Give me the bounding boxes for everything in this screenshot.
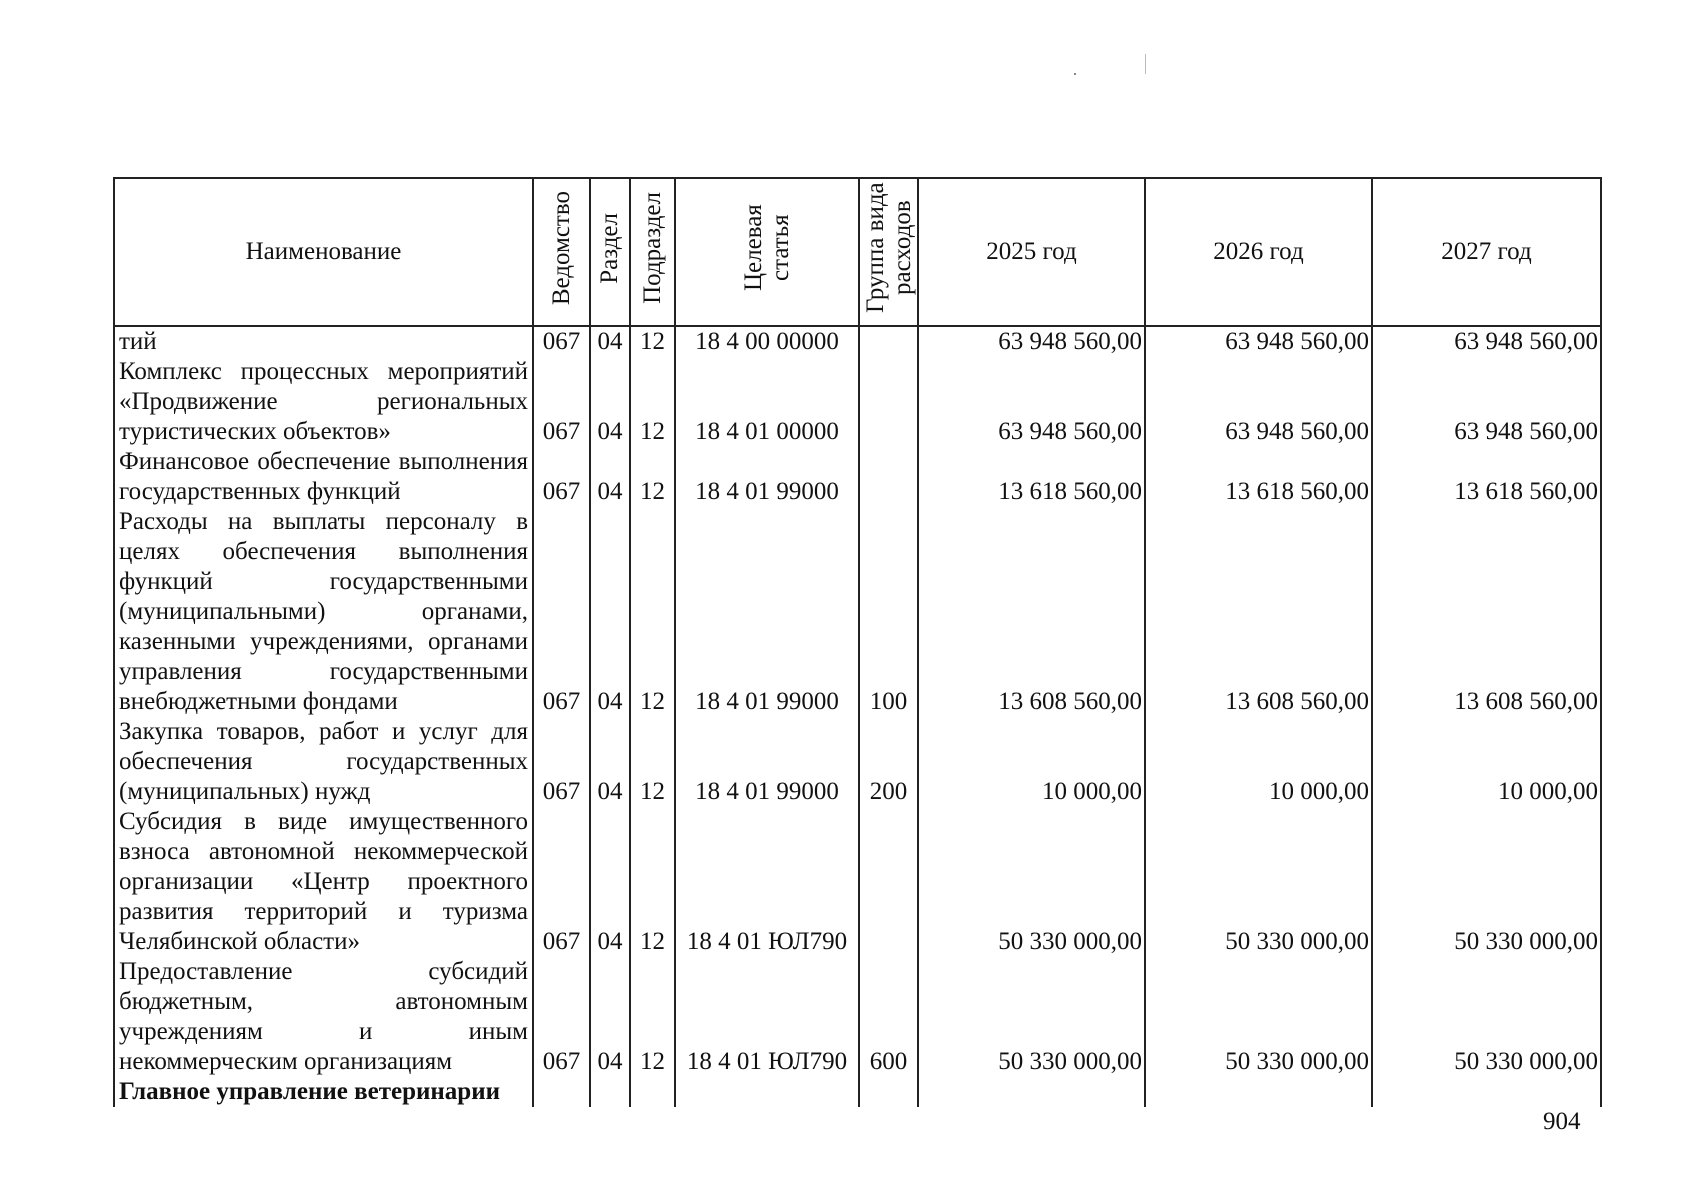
row-subsection: 12: [630, 507, 675, 717]
row-expense-group: 600: [859, 957, 918, 1077]
table-row: [114, 717, 1601, 807]
row-section: 04: [590, 507, 630, 717]
header-target-article: Целевая статья: [675, 178, 859, 326]
row-subsection: 12: [630, 957, 675, 1077]
table-row: [114, 507, 1601, 717]
table-row: [114, 357, 1601, 447]
header-section: Раздел: [590, 178, 630, 326]
page-number: 904: [1543, 1108, 1581, 1135]
table-row: [114, 326, 1601, 357]
row-department: 067: [533, 507, 590, 717]
header-year-2026: 2026 год: [1145, 178, 1372, 326]
row-expense-group: [859, 447, 918, 507]
table-row: [114, 807, 1601, 957]
row-name: Субсидия в виде имущественного взноса автономной некоммерческой организации «Центр проектного развития территорий и туризма Челябинской области»: [114, 807, 533, 957]
row-amount-2026: [1145, 1077, 1372, 1107]
row-amount-2026: 13 608 560,00: [1145, 507, 1372, 717]
row-amount-2025: [918, 1077, 1145, 1107]
row-amount-2025: 63 948 560,00: [918, 357, 1145, 447]
row-amount-2025: 13 618 560,00: [918, 447, 1145, 507]
row-department: 067: [533, 357, 590, 447]
table-header-row: [114, 178, 1601, 326]
row-amount-2027: 13 608 560,00: [1372, 507, 1601, 717]
row-amount-2027: 63 948 560,00: [1372, 326, 1601, 357]
table-row: [114, 957, 1601, 1077]
row-subsection: 12: [630, 447, 675, 507]
row-amount-2027: 10 000,00: [1372, 717, 1601, 807]
row-subsection: 12: [630, 807, 675, 957]
row-amount-2027: 13 618 560,00: [1372, 447, 1601, 507]
row-subsection: [630, 1077, 675, 1107]
scan-speck: [1145, 54, 1146, 74]
row-section: 04: [590, 326, 630, 357]
row-target-article: 18 4 01 ЮЛ790: [675, 807, 859, 957]
row-amount-2027: 63 948 560,00: [1372, 357, 1601, 447]
table-row: [114, 1077, 1601, 1107]
row-expense-group: [859, 807, 918, 957]
header-expense-group: Группа вида расходов: [859, 178, 918, 326]
row-name: Закупка товаров, работ и услуг для обеспечения государственных (муниципальных) нужд: [114, 717, 533, 807]
row-target-article: [675, 1077, 859, 1107]
row-expense-group: [859, 326, 918, 357]
row-section: [590, 1077, 630, 1107]
row-amount-2025: 50 330 000,00: [918, 807, 1145, 957]
row-name: Расходы на выплаты персоналу в целях обеспечения выполнения функций государственными (муниципальными) органами, казенными учреждениями, органами управления государственными внебюджетными фондами: [114, 507, 533, 717]
row-amount-2026: 63 948 560,00: [1145, 357, 1372, 447]
row-department: 067: [533, 957, 590, 1077]
row-amount-2027: [1372, 1077, 1601, 1107]
row-amount-2026: 13 618 560,00: [1145, 447, 1372, 507]
header-year-2025: 2025 год: [918, 178, 1145, 326]
row-target-article: 18 4 01 ЮЛ790: [675, 957, 859, 1077]
row-amount-2025: 13 608 560,00: [918, 507, 1145, 717]
row-amount-2025: 63 948 560,00: [918, 326, 1145, 357]
row-department: [533, 1077, 590, 1107]
row-name: Главное управление ветеринарии: [114, 1077, 533, 1107]
row-section: 04: [590, 807, 630, 957]
row-amount-2027: 50 330 000,00: [1372, 957, 1601, 1077]
row-name: Финансовое обеспечение выполнения государственных функций: [114, 447, 533, 507]
row-subsection: 12: [630, 326, 675, 357]
header-department: Ведомство: [533, 178, 590, 326]
row-name: тий: [114, 326, 533, 357]
header-subsection: Подраздел: [630, 178, 675, 326]
row-amount-2026: 50 330 000,00: [1145, 807, 1372, 957]
row-amount-2025: 50 330 000,00: [918, 957, 1145, 1077]
row-amount-2027: 50 330 000,00: [1372, 807, 1601, 957]
row-name: Комплекс процессных мероприятий «Продвижение региональных туристических объектов»: [114, 357, 533, 447]
budget-table: [113, 177, 1602, 1107]
row-subsection: 12: [630, 717, 675, 807]
row-department: 067: [533, 447, 590, 507]
row-subsection: 12: [630, 357, 675, 447]
row-section: 04: [590, 717, 630, 807]
row-department: 067: [533, 326, 590, 357]
row-target-article: 18 4 01 00000: [675, 357, 859, 447]
row-expense-group: 100: [859, 507, 918, 717]
row-amount-2026: 10 000,00: [1145, 717, 1372, 807]
row-amount-2026: 50 330 000,00: [1145, 957, 1372, 1077]
row-section: 04: [590, 447, 630, 507]
row-department: 067: [533, 717, 590, 807]
row-section: 04: [590, 357, 630, 447]
header-name: Наименование: [114, 178, 533, 326]
row-target-article: 18 4 01 99000: [675, 507, 859, 717]
row-target-article: 18 4 01 99000: [675, 447, 859, 507]
row-expense-group: [859, 1077, 918, 1107]
row-department: 067: [533, 807, 590, 957]
row-target-article: 18 4 01 99000: [675, 717, 859, 807]
row-amount-2026: 63 948 560,00: [1145, 326, 1372, 357]
header-year-2027: 2027 год: [1372, 178, 1601, 326]
row-section: 04: [590, 957, 630, 1077]
table-row: [114, 447, 1601, 507]
row-name: Предоставление субсидий бюджетным, автономным учреждениям и иным некоммерческим организациям: [114, 957, 533, 1077]
row-target-article: 18 4 00 00000: [675, 326, 859, 357]
scan-speck: [1074, 73, 1076, 75]
row-amount-2025: 10 000,00: [918, 717, 1145, 807]
row-expense-group: [859, 357, 918, 447]
row-expense-group: 200: [859, 717, 918, 807]
